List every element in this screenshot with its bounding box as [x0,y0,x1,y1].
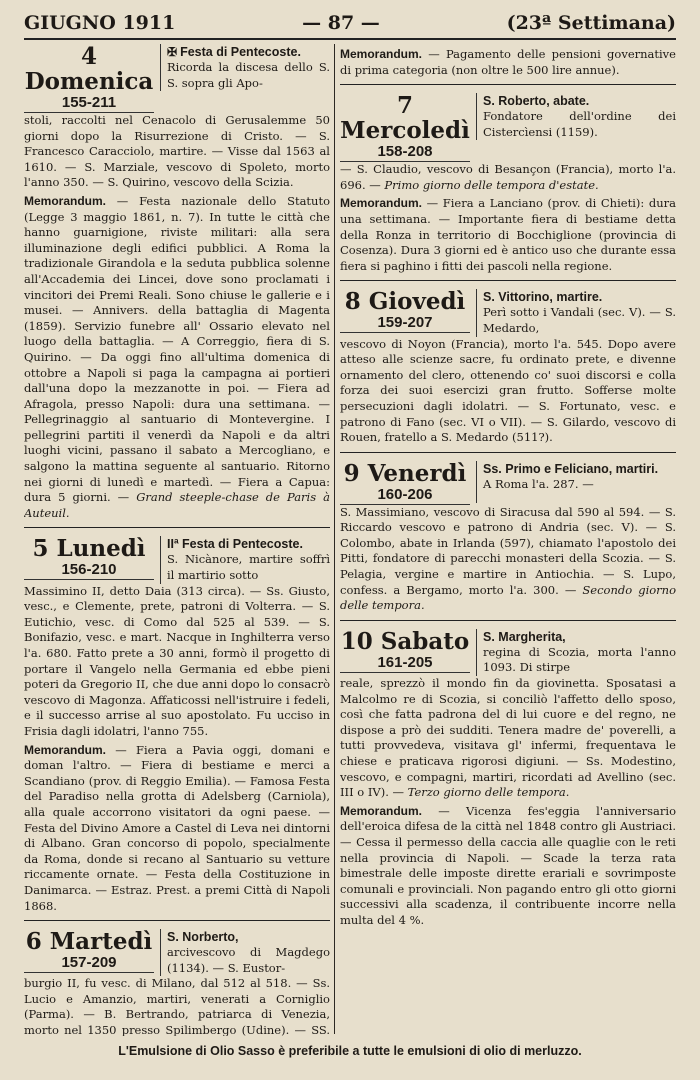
saint-continuation: Fondatore dell'ordine dei Cistercìensi (1159). [483,109,676,139]
day-box [340,289,470,333]
day-box [340,629,470,673]
column-divider [334,44,335,1034]
day-name: 10 Sabato [340,627,470,655]
day-box [24,44,154,113]
memo-text: — Pagamento delle pensioni governative di prima categoria (non oltre le 500 lire annue). [340,47,676,77]
memo-label: Memorandum. [340,196,423,211]
page-number: — 87 — [302,12,380,34]
day-body-tail: — Terzo giorno delle tempora. [388,785,570,800]
day-body: burgio II, fu vesc. di Milano, dal 512 al 518. — Ss. Lucio e Amanzio, martiri, venerati a Corniglio (Parma). — B. Bertrando, patriarca di Venezia, morto nel 1350 presso Spilimbergo (Udine). — SS. [24,976,330,1036]
day-numbers: 157-209 [61,954,117,972]
day-numbers: 161-205 [377,653,433,671]
day-numbers: 158-208 [377,143,433,161]
day-body: Massimino II, detto Daia (313 circa). — Ss. Giusto, vesc., e Clemente, prete, patroni di Volterra. — S. Eutichio, vesc. di Como dal 525 al 539. — S. Bonifazio, vesc. e mart. Nacque in Inghilterra verso l'a. 680. Fatto prete a 30 anni, formò il progetto di portare il Vangelo nella Germania ed ebbe pieni poteri da Gregorio II, che due anni dopo lo consacrò vescovo di Magonza. Affaticossi nell'istruire i fedeli, e il successo arrise al suo apostolato. Fu ucciso in Frisia dagli idolatri, l'anno 755. [24,583,330,738]
day-numbers: 160-206 [377,485,433,503]
memo-label: Memorandum. [340,47,423,61]
saint-continuation: S. Nicànore, martire soffrì il martirio sotto [167,552,330,583]
memo-text: — Fiera a Pavia oggi, domani e doman l'altro. — Fiera di bestiame e merci a Scandiano (prov. di Reggio Emilia). — Famosa Festa del Paradiso nella grotta di Adelsberg (Carniola), alla quale accorrono visitatori da ogni paese. — Festa del Divino Amore a Castel di Leva nei dintorni di Albano. Gran concorso di popolo, specialmente da Roma, donde si recano al Santuario su vetture riccamente ornate. — Festa della Costituzione in Danimarca. — Estraz. Prest. a premi Città di Napoli 1868. [24,742,330,913]
day-entry-sunday [24,44,330,521]
day-separator [24,920,330,921]
memorandum [24,194,330,521]
right-column [340,44,676,1036]
memo-label: Memorandum. [24,742,107,757]
saint-title: S. Vittorino, martire. [483,290,603,305]
saint-continuation: Ricorda la discesa dello S. S. sopra gli Apo- [167,60,330,90]
page-header [24,8,676,40]
saint-title: Festa di Pentecoste. [180,45,301,59]
day-numbers: 155-211 [61,94,117,111]
day-box [340,461,470,505]
day-body: S. Massimiano, vescovo di Siracusa dal 590 al 594. — S. Riccardo vescovo e patrono di Andria (sec. V). — S. Colombo, abate in Irlanda (597), chiamato l'apostolo dei Pitti, fondatore di parecchi monasteri della Scozia. — S. Pelagia, vergine e martire in Antiochia. — S. Lupo, confess. a Bergamo, morto l'a. 300. [340,504,676,597]
day-entry-tuesday [24,929,330,1036]
advertisement-footer: L'Emulsione di Olio Sasso è preferibile a tutte le emulsioni di olio di merluzzo. [118,1044,582,1058]
memorandum-top [340,47,676,78]
memo-text: — Festa nazionale dello Statuto (Legge 3 maggio 1861, n. 7). In tutte le città che hanno guarnigione, riviste militari: alla sera illuminazione degli edifici pubblici. A Roma la tradizionale Girandola e la seduta pubblica solenne all'Accademia dei Lincei, dove sono proclamati i vincitori dei Premi Reali. Sono chiuse le gallerie e i musei. — Annivers. della battaglia di Magenta (1859). Servizio funebre all' Ossario elevato nel luogo della battaglia. — A Correggio, fiera di S. Quirino. — Da oggi fino all'ultima domenica di ottobre a Napoli si paga la campagna ai portieri dall'una dopo la mezzanotte in poi. — Fiera ad Afragola, presso Napoli: dura una settimana. — Pellegrinaggio al santuario di Montevergine. I pellegrini partiti il venerdì da Napoli e da altri luoghi vicini, passano il sabato a Mercogliano, e salgono la mattina seguente al santuario. Ritorno nei giorni di lunedì e martedì. — Fiera a Capua: dura 5 giorni. [24,193,330,505]
day-separator [24,527,330,528]
day-name: 5 Lunedì [32,535,146,563]
memorandum [340,804,676,929]
day-name: 6 Martedì [25,928,153,956]
day-name: 7 Mercoledì [340,92,470,145]
memorandum [340,196,676,274]
day-entry-wednesday [340,93,676,274]
day-separator [340,280,676,281]
day-body-tail: — Primo giorno delle tempora d'estate. [365,177,599,192]
memo-label: Memorandum. [24,193,107,208]
day-body: reale, sprezzò il mondo fin da giovinetta. Sposatasi a Malcolmo re di Scozia, si conciliò l'affetto dello sposo, così che fatta padrona del di lui cuore e del regno, ne dispose a prò dei sudditi. Tenera madre de' poverelli, a tutti provvedeva, visitava gl' infermi, frequentava le chiese e praticava rigorosi digiuni. — Ss. Modestino, vescovo, e compagni, martiri, ricordati ad Avellino (sec. III o IV). [340,676,676,800]
memo-text: — Fiera a Lanciano (prov. di Chieti): dura una settimana. — Importante fiera di bestiame detta della Ronza in territorio di Bocchiglione (provincia di Cosenza). Dura 3 giorni ed è antico uso che durante essa fiera si paghino i fitti dei pascoli nella regione. [340,196,676,273]
saint-continuation: Perì sotto i Vandali (sec. V). — S. Medardo, [483,305,676,335]
day-name: 9 Venerdì [343,459,467,487]
day-entry-friday [340,461,676,614]
day-numbers: 159-207 [377,314,433,332]
day-separator [340,620,676,621]
day-entry-monday [24,536,330,914]
saint-continuation: regina di Scozia, morta l'anno 1093. Di stirpe [483,644,676,675]
day-separator [340,84,676,85]
saint-title: S. Roberto, abate. [483,94,590,109]
day-box [24,929,154,973]
saint-continuation: arcivescovo di Magdego (1134). — S. Eustor- [167,945,330,975]
saint-heading [167,44,330,60]
memo-text: — Vicenza fes'eggia l'anniversario dell'eroica difesa de la città nel 1848 contro gli Austriaci. — Cessa il permesso della caccia alle quaglie con le reti nella provincia di Napoli. — Scade la terza rata bimestrale delle imposte dirette erariali e sovrimposte comunali e provinciali. Non pagando entro gli otto giorni successivi alla scadenza, il contribuente incorre nella multa del 4 %. [340,803,676,927]
day-body: — S. Claudio, vescovo di Besançon (Francia), morto l'a. 696. [340,162,676,192]
memo-tail: — Grand steeple-chase de Paris à Auteuil. [24,490,330,520]
saint-title: S. Margherita, [483,629,566,644]
day-body-tail: — Secondo giorno delle tempora. [340,582,676,613]
cross-icon: ✠ [167,45,178,59]
day-entry-saturday [340,629,676,929]
saint-title: Ss. Primo e Feliciano, martiri. [483,461,659,476]
saint-title: S. Norberto, [167,930,239,945]
day-entry-thursday [340,289,676,445]
day-box [24,536,154,580]
memo-label: Memorandum. [340,803,423,818]
day-name: 8 Giovedì [344,288,466,316]
day-separator [340,452,676,453]
saint-title: IIª Festa di Pentecoste. [167,537,303,552]
day-body: vescovo di Noyon (Francia), morto l'a. 545. Dopo avere atteso alle scienze sacre, fu ordinato prete, e divenne ornamento del clero, ottenendo co' suoi discorsi e colla forza dei suoi esercizi gran frutto. Sofferse molte persecuzioni dagli idolatri. — S. Fortunato, vesc. e patrono di Fano (sec. VI o VII). — S. Gilardo, vescovo di Rouen, fratello a S. Medardo (511?). [340,336,676,445]
day-box [340,93,470,162]
day-numbers: 156-210 [61,561,117,579]
memorandum [24,743,330,915]
week-number: (23ª Settimana) [506,12,676,34]
left-column [24,44,330,1036]
month-year: GIUGNO 1911 [24,12,176,34]
day-name: 4 Domenica [24,44,154,95]
day-body: stoli, raccolti nel Cenacolo di Gerusalemme 50 giorni dopo la Risurrezione di Cristo. — S. Francesco Caracciolo, martire. — Visse dal 1563 al 1610. — S. Marziale, vescovo di Spoleto, morto l'anno 350. — S. Quirino, vescovo della Scizia. [24,113,330,190]
saint-continuation: A Roma l'a. 287. — [483,476,594,491]
